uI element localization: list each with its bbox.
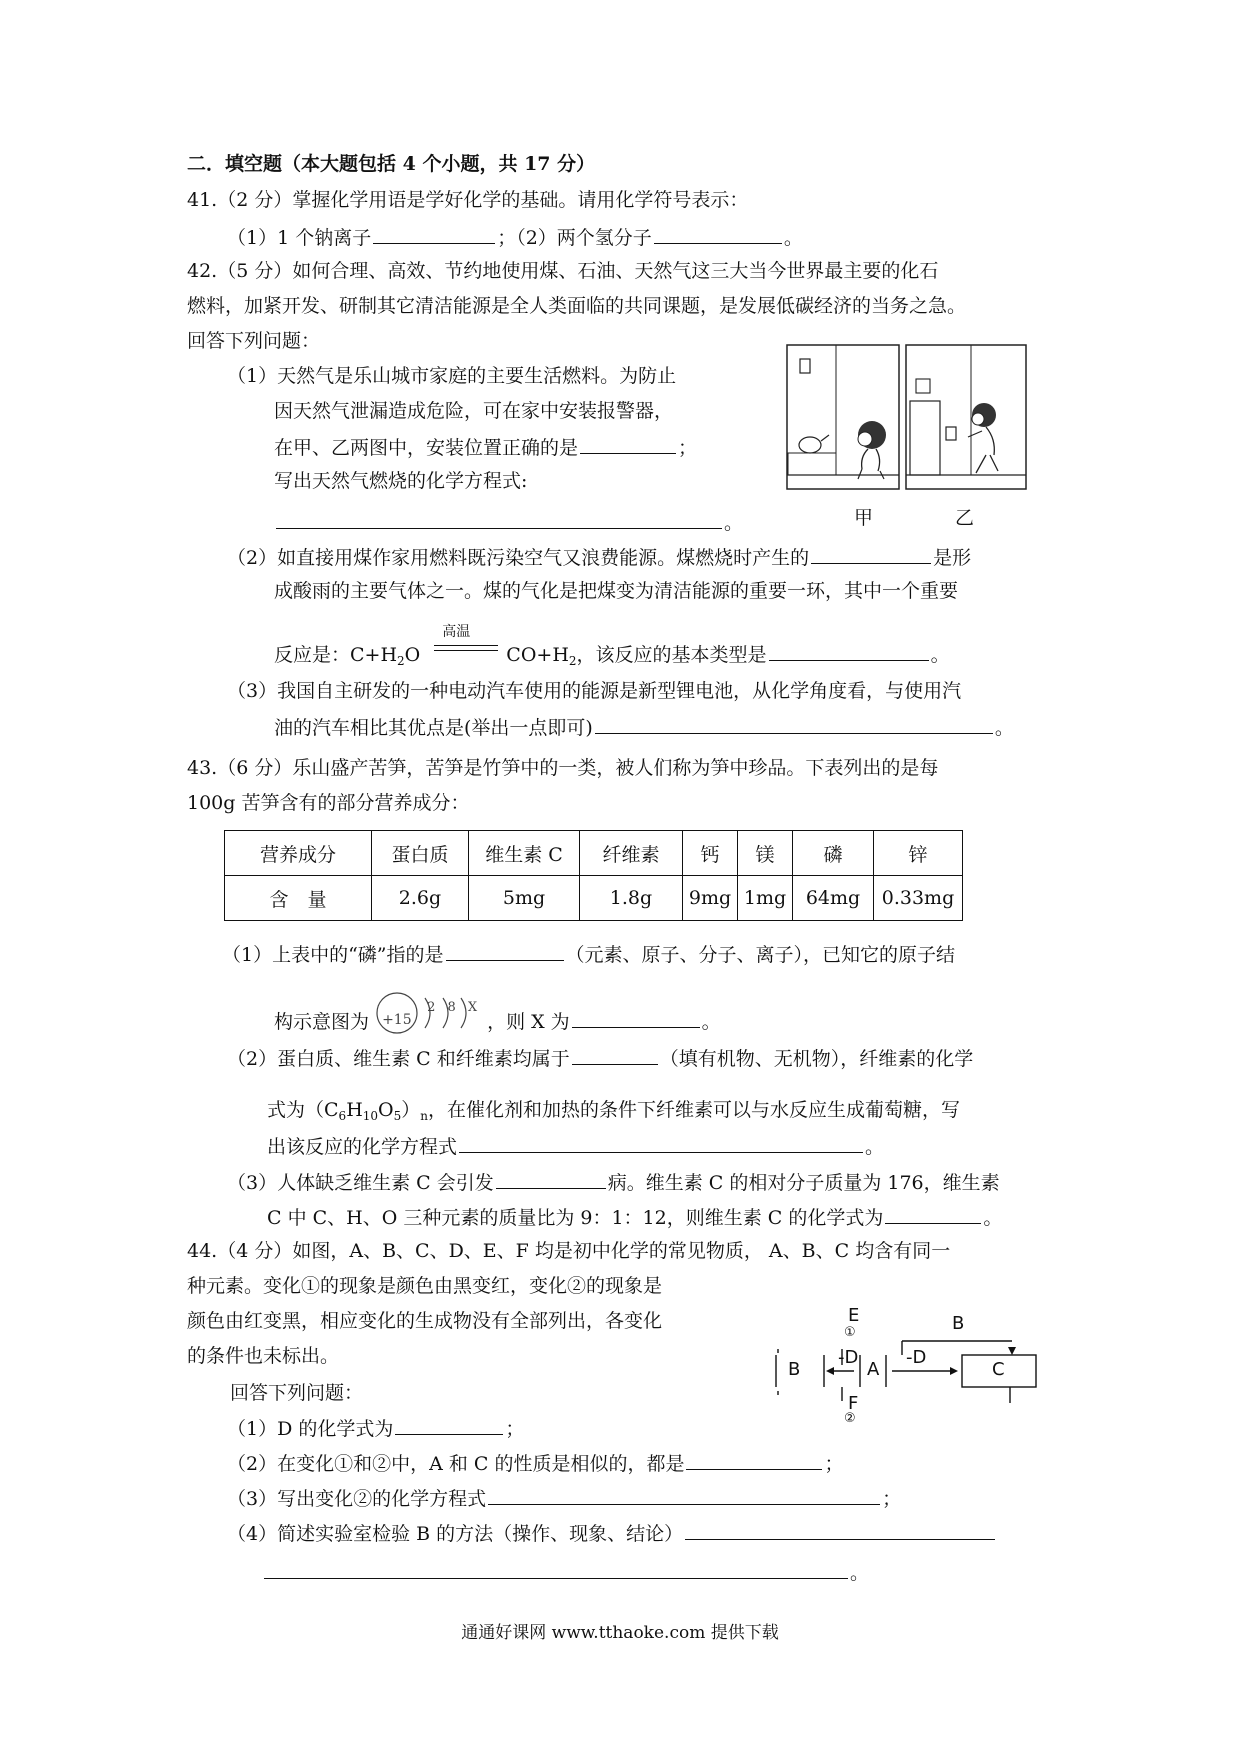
q42-eq-left-b: O [404,644,421,666]
q43-p2-eq-label: 出该反应的化学方程式 [267,1136,458,1158]
q43-p2-label-b: （填有机物、无机物），纤维素的化学 [659,1048,974,1070]
q44-stem-3: 颜色由红变黑，相应变化的生成物没有全部列出，各变化 [187,1310,663,1332]
page-footer: 通通好课网 www.tthaoke.com 提供下载 [461,1623,779,1643]
table-header-cell: 锌 [874,831,963,876]
q42-eq-left-a: 反应是：C+H [274,644,398,666]
q41-parts [227,223,803,251]
q44-stem-4: 的条件也未标出。 [187,1345,340,1367]
q42-p1-equation-end: 。 [724,512,744,534]
q43-p2-line-3 [267,1132,884,1160]
q42-stem-1: 42.（5 分）如何合理、高效、节约地使用煤、石油、天然气这三大当今世界最主要的化石 [187,260,939,282]
reagent-d-1: -D [838,1347,859,1368]
q43-p1-label: （1）上表中的“磷”指的是 [222,944,444,966]
q44-p2 [227,1449,843,1477]
formula-a: 式为（C [267,1099,339,1121]
q43-p1-x-blank[interactable] [572,1007,700,1028]
q44-p1-label: （1）D 的化学式为 [227,1418,394,1440]
q43-p3-line-2 [267,1203,1002,1231]
table-cell: 0.33mg [874,876,963,921]
q43-p1-line-1 [222,940,955,968]
node-e: E [848,1305,860,1326]
reagent-d-2: -D [906,1347,927,1368]
q42-p1-location-label: 在甲、乙两图中，安装位置正确的是 [274,437,579,459]
atom-nucleus: +15 [382,1012,412,1028]
q42-p1-line-4: 写出天然气燃烧的化学方程式: [274,470,528,492]
node-b: B [788,1359,801,1380]
table-cell: 1.8g [580,876,683,921]
q43-p1-x-label: ，则 X 为 [487,1011,570,1033]
q42-eq-condition: 高温 [442,624,471,640]
q42-p2-line-3 [274,624,950,674]
q43-p3-formula-blank[interactable] [885,1203,981,1224]
q42-p1-line-3 [274,433,697,461]
eq-line-top [434,645,498,646]
q42-p2-type-blank[interactable] [769,640,929,661]
formula-b: H [346,1099,363,1121]
q43-p3-disease-blank[interactable] [496,1168,606,1189]
q43-p3-label-b: 病。维生素 C 的相对分子质量为 176，维生素 [607,1172,1000,1194]
q42-p3-blank[interactable] [595,713,993,734]
atom-shells: 2 8 X [427,1000,482,1015]
q42-p2-line-1 [227,543,971,571]
q42-p1-line-1: （1）天然气是乐山城市家庭的主要生活燃料。为防止 [227,365,677,387]
q44-p2-label: （2）在变化①和②中，A 和 C 的性质是相似的，都是 [227,1453,685,1475]
q42-eq-right-b: ，该反应的基本类型是 [576,644,767,666]
q43-p1-line-2 [274,1000,721,1036]
q44-p3-label: （3）写出变化②的化学方程式 [227,1488,487,1510]
q42-eq-sub-1: 2 [397,654,405,668]
table-header-cell: 磷 [793,831,874,876]
q43-p2-end: 。 [865,1136,885,1158]
q43-p3-line-1 [227,1168,1000,1196]
q44-p4-label: （4）简述实验室检验 B 的方法（操作、现象、结论） [227,1523,684,1545]
table-cell: 9mg [683,876,738,921]
formula-sub: 10 [362,1109,379,1123]
nutrition-table [224,830,963,921]
formula-d: ） [401,1099,421,1121]
q42-p2-gas-blank[interactable] [811,543,931,564]
node-b-top: B [952,1313,965,1334]
q43-p2-line-1 [227,1044,973,1072]
q44-p4 [227,1519,997,1547]
gas-alarm-figure [786,343,1028,493]
q43-p3-label: （3）人体缺乏维生素 C 会引发 [227,1172,494,1194]
formula-sub: 5 [393,1109,402,1123]
q44-p4-line-2 [262,1558,869,1586]
q44-p4-end: 。 [850,1562,870,1584]
q42-p1-location-end: ； [678,437,698,459]
q44-p2-blank[interactable] [686,1449,822,1470]
q44-stem-5: 回答下列问题： [230,1382,364,1404]
q41-sep: ；（2）两个氢分子 [497,227,652,249]
section-title: 二．填空题（本大题包括 4 个小题，共 17 分） [187,153,596,175]
q43-p3-end: 。 [983,1207,1003,1229]
q44-p3 [227,1484,901,1512]
q42-p1-line-2: 因天然气泄漏造成危险，可在家中安装报警器， [274,400,674,422]
q42-p3-label: 油的汽车相比其优点是(举出一点即可) [274,717,593,739]
q44-stem-2: 种元素。变化①的现象是颜色由黑变红，变化②的现象是 [187,1275,663,1297]
q42-p3-line-1: （3）我国自主研发的一种电动汽车使用的能源是新型锂电池，从化学角度看，与使用汽 [227,680,962,702]
q42-stem-2: 燃料，加紧开发、研制其它清洁能源是全人类面临的共同课题，是发展低碳经济的当务之急。 [187,295,967,317]
q43-p1-end: 。 [701,1011,721,1033]
q42-p2-end: 。 [930,644,950,666]
phosphorus-atom-diagram [375,1000,487,1036]
table-cell: 5mg [469,876,580,921]
q41-end: 。 [783,227,803,249]
fig-label-yi: 乙 [955,507,975,529]
table-header-cell: 纤维素 [580,831,683,876]
q42-p3-end: 。 [994,717,1014,739]
table-cell: 含 量 [225,876,372,921]
q42-eq-arrow [434,624,498,661]
q42-p1-equation-blank[interactable] [276,508,722,529]
formula-sub: n [420,1109,429,1123]
reaction-diagram [766,1305,1046,1430]
gas-alarm-illustration [786,343,1028,493]
q44-p3-blank[interactable] [488,1484,880,1505]
q42-p2-label: （2）如直接用煤作家用燃料既污染空气又浪费能源。煤燃烧时产生的 [227,547,810,569]
q44-p1-end: ； [505,1418,525,1440]
node-a: A [867,1359,880,1380]
q42-stem-3: 回答下列问题： [187,330,321,352]
table-header-cell: 镁 [738,831,793,876]
table-header-row [225,831,963,876]
q42-eq-right-a: CO+H [506,644,569,666]
q43-p2-eq-blank[interactable] [459,1132,863,1153]
q42-p2-line-2: 成酸雨的主要气体之一。煤的气化是把煤变为清洁能源的重要一环，其中一个重要 [274,580,959,602]
table-cell: 64mg [793,876,874,921]
fig-label-jia: 甲 [854,507,874,529]
q41-p1-blank[interactable] [373,223,495,244]
q44-p4-blank-2[interactable] [264,1558,848,1579]
q43-p1-struct-label: 构示意图为 [274,1011,370,1033]
q42-p1-location-blank[interactable] [580,433,676,454]
q41-p1-label: （1）1 个钠离子 [227,227,372,249]
table-header-cell: 营养成分 [225,831,372,876]
q42-eq-sub-2: 2 [568,654,577,668]
q43-p2-line-2 [267,1097,960,1129]
q44-p3-end: ； [882,1488,902,1510]
node-c: C [992,1359,1005,1380]
formula-sub: 6 [338,1109,347,1123]
change-1-label: ① [844,1325,856,1340]
node-f: F [848,1393,859,1414]
q44-p1-blank[interactable] [395,1414,503,1435]
q43-p2-class-blank[interactable] [572,1044,658,1065]
q44-p2-end: ； [824,1453,844,1475]
table-header-cell: 蛋白质 [372,831,469,876]
q43-p3-formula-label: C 中 C、H、O 三种元素的质量比为 9：1：12，则维生素 C 的化学式为 [267,1207,884,1229]
q41-p2-blank[interactable] [654,223,782,244]
q43-p1-blank[interactable] [446,940,564,961]
table-header-cell: 维生素 C [469,831,580,876]
q43-stem-1: 43.（6 分）乐山盛产苦笋，苦笋是竹笋中的一类，被人们称为笋中珍品。下表列出的是每 [187,757,939,779]
q43-p2-label: （2）蛋白质、维生素 C 和纤维素均属于 [227,1048,570,1070]
q44-p1 [227,1414,524,1442]
change-2-label: ② [844,1411,856,1426]
eq-line-bottom [434,650,498,651]
table-row [225,876,963,921]
q42-p2-label-b: 是形 [933,547,972,569]
q44-p4-blank-1[interactable] [685,1519,995,1540]
q43-p2-text: ，在催化剂和加热的条件下纤维素可以与水反应生成葡萄糖，写 [428,1099,961,1121]
q42-p1-line-5 [274,508,743,536]
table-header-cell: 钙 [683,831,738,876]
table-cell: 2.6g [372,876,469,921]
q44-stem-1: 44.（4 分）如图，A、B、C、D、E、F 均是初中化学的常见物质， A、B、C 均含有同一 [187,1240,951,1262]
q42-p3-line-2 [274,713,1014,741]
q43-stem-2: 100g 苦笋含有的部分营养成分： [187,792,470,814]
formula-c: O [378,1099,394,1121]
q43-p1-label-b: （元素、原子、分子、离子），已知它的原子结 [565,944,956,966]
table-cell: 1mg [738,876,793,921]
q41-stem: 41.（2 分）掌握化学用语是学好化学的基础。请用化学符号表示： [187,189,749,211]
